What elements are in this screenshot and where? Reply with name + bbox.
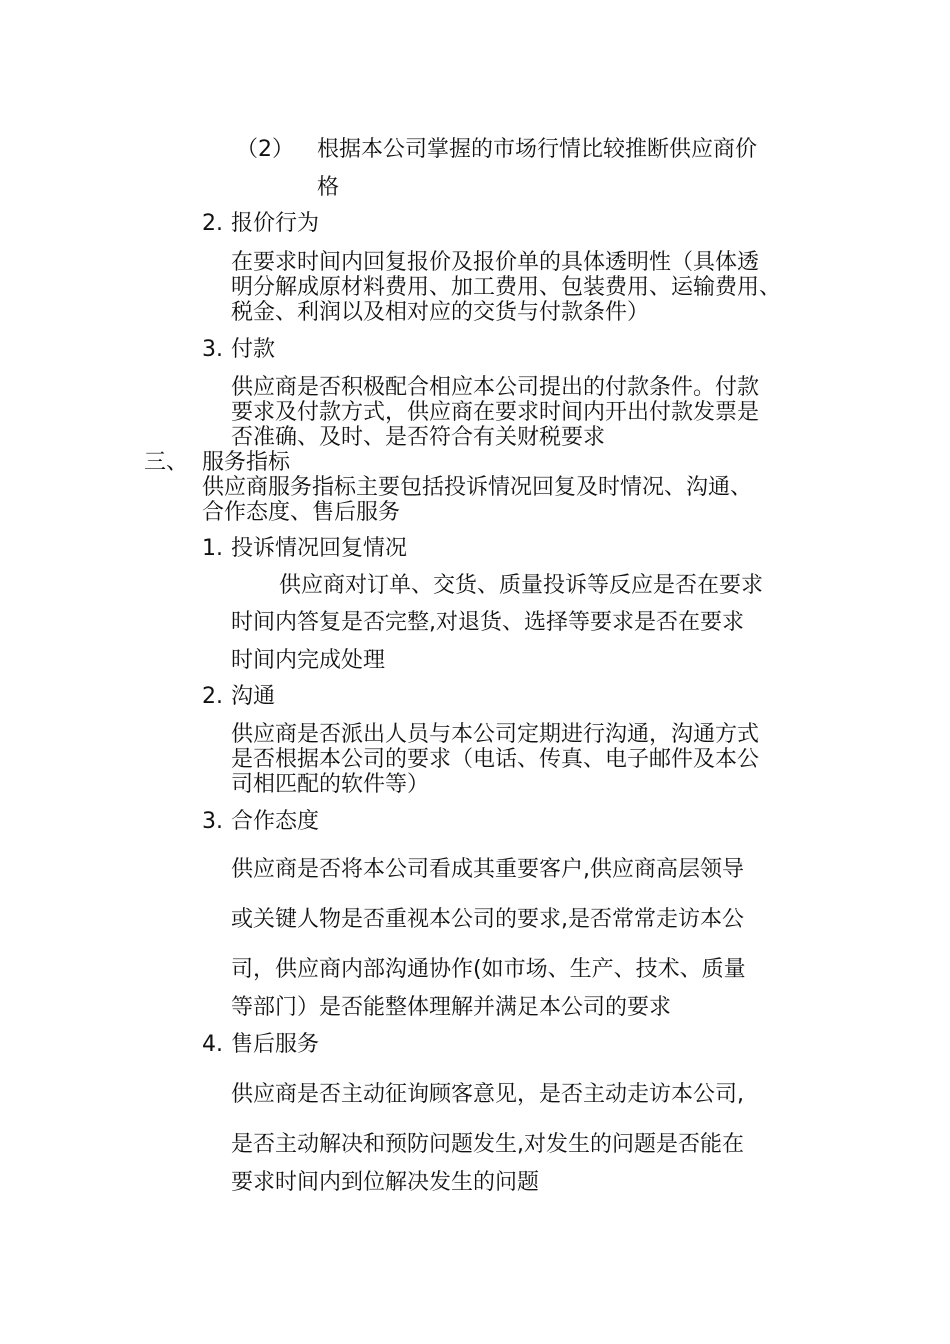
paragraph-line: 等部门）是否能整体理解并满足本公司的要求 [231, 995, 672, 1020]
paragraph-line: 供应商是否主动征询顾客意见，是否主动走访本公司, [231, 1082, 744, 1107]
sub-item-text: 格 [317, 175, 340, 200]
paragraph-line: 在要求时间内回复报价及报价单的具体透明性（具体透 [231, 250, 760, 275]
paragraph-line: 供应商是否将本公司看成其重要客户,供应商高层领导 [231, 857, 744, 882]
sub-item-text: 根据本公司掌握的市场行情比较推断供应商价 [317, 137, 758, 162]
list-item-number: 2. [202, 684, 223, 709]
paragraph-line: 否准确、及时、是否符合有关财税要求 [231, 425, 606, 450]
paragraph-line: 供应商是否派出人员与本公司定期进行沟通，沟通方式 [231, 722, 760, 747]
list-item-number: 2. [202, 211, 223, 236]
paragraph-line: 供应商对订单、交货、质量投诉等反应是否在要求 [279, 573, 764, 598]
list-item-title: 售后服务 [231, 1032, 320, 1057]
list-item-title: 合作态度 [231, 809, 320, 834]
paragraph-line: 司，供应商内部沟通协作(如市场、生产、技术、质量 [231, 957, 746, 982]
sub-item-number: （2） [236, 137, 294, 162]
list-item-number: 3. [202, 337, 223, 362]
list-item-number: 3. [202, 809, 223, 834]
list-item-title: 报价行为 [231, 211, 320, 236]
list-item-title: 投诉情况回复情况 [231, 536, 408, 561]
section-intro-line: 供应商服务指标主要包括投诉情况回复及时情况、沟通、 [202, 475, 753, 500]
paragraph-line: 要求及付款方式，供应商在要求时间内开出付款发票是 [231, 400, 760, 425]
paragraph-line: 是否根据本公司的要求（电话、传真、电子邮件及本公 [231, 747, 760, 772]
section-number: 三、 [144, 450, 189, 475]
section-intro-line: 合作态度、售后服务 [202, 500, 401, 525]
list-item-number: 4. [202, 1032, 223, 1057]
paragraph-line: 时间内答复是否完整,对退货、选择等要求是否在要求 [231, 610, 744, 635]
paragraph-line: 税金、利润以及相对应的交货与付款条件） [231, 300, 650, 325]
paragraph-line: 司相匹配的软件等） [231, 772, 430, 797]
list-item-title: 付款 [231, 337, 276, 362]
section-title: 服务指标 [202, 450, 291, 475]
paragraph-line: 要求时间内到位解决发生的问题 [231, 1170, 540, 1195]
paragraph-line: 供应商是否积极配合相应本公司提出的付款条件。付款 [231, 375, 760, 400]
paragraph-line: 时间内完成处理 [231, 648, 386, 673]
paragraph-line: 是否主动解决和预防问题发生,对发生的问题是否能在 [231, 1132, 744, 1157]
list-item-number: 1. [202, 536, 223, 561]
list-item-title: 沟通 [231, 684, 276, 709]
paragraph-line: 明分解成原材料费用、加工费用、包装费用、运输费用、 [231, 275, 782, 300]
paragraph-line: 或关键人物是否重视本公司的要求,是否常常走访本公 [231, 907, 744, 932]
